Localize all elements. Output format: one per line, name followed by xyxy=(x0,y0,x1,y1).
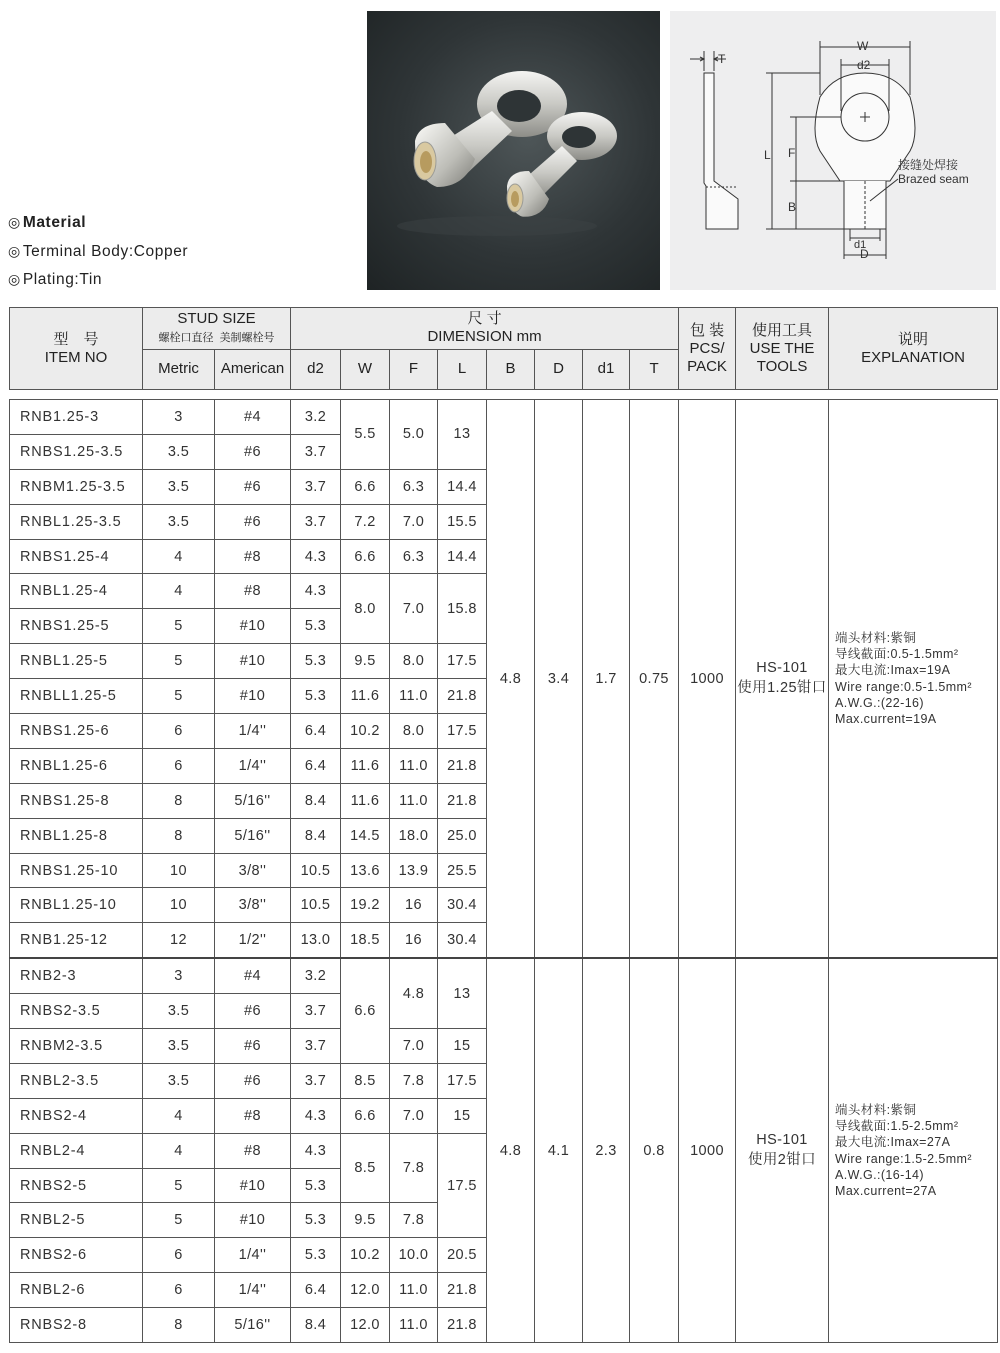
d2-dimension-label: d2 xyxy=(857,58,871,72)
w-cell: 6.6 xyxy=(341,539,390,574)
f-cell: 10.0 xyxy=(390,1238,438,1273)
american-cell: #6 xyxy=(215,434,291,469)
d2-cell: 3.2 xyxy=(291,958,341,993)
f-cell: 8.0 xyxy=(390,714,438,749)
table-row xyxy=(10,958,998,993)
f-cell: 11.0 xyxy=(390,1308,438,1343)
d2-cell: 4.3 xyxy=(291,1133,341,1168)
d2-cell: 3.7 xyxy=(291,434,341,469)
f-cell: 8.0 xyxy=(390,644,438,679)
t-header: T xyxy=(630,349,679,390)
l-dimension-label: L xyxy=(764,148,771,162)
item-no-cell: RNB1.25-12 xyxy=(10,923,143,958)
d2-cell: 8.4 xyxy=(291,1308,341,1343)
item-no-cell: RNBS2-6 xyxy=(10,1238,143,1273)
item-no-cell: RNBS2-5 xyxy=(10,1168,143,1203)
tool-cell xyxy=(736,400,829,959)
table-row xyxy=(10,400,998,435)
b-dimension-label: B xyxy=(788,200,797,214)
american-cell: #10 xyxy=(215,679,291,714)
explanation-line: 最大电流:Imax=27A xyxy=(835,1135,951,1150)
f-cell: 7.0 xyxy=(390,1098,438,1133)
metric-cell: 5 xyxy=(143,609,215,644)
american-cell: 5/16'' xyxy=(215,1308,291,1343)
front-view xyxy=(764,39,969,261)
f-cell: 11.0 xyxy=(390,748,438,783)
f-dimension-label: F xyxy=(788,146,796,160)
d2-cell: 3.7 xyxy=(291,469,341,504)
metric-cell: 4 xyxy=(143,1133,215,1168)
american-cell: 1/4'' xyxy=(215,714,291,749)
d1-cell: 2.3 xyxy=(583,958,630,1342)
american-cell: 5/16'' xyxy=(215,818,291,853)
w-cell: 6.6 xyxy=(341,1098,390,1133)
metric-cell: 3.5 xyxy=(143,434,215,469)
w-cell: 8.5 xyxy=(341,1063,390,1098)
f-cell: 6.3 xyxy=(390,469,438,504)
spec-table-body xyxy=(9,399,998,1343)
d2-cell: 10.5 xyxy=(291,888,341,923)
d2-cell: 5.3 xyxy=(291,644,341,679)
w-cell: 12.0 xyxy=(341,1308,390,1343)
american-cell: 1/4'' xyxy=(215,748,291,783)
stud-size-header: STUD SIZE 螺栓口直径 美制螺栓号 xyxy=(143,308,291,350)
metric-cell: 3.5 xyxy=(143,994,215,1029)
tool-label: 使用1.25钳口 xyxy=(737,680,827,697)
side-view xyxy=(690,51,738,229)
tool-cell xyxy=(736,958,829,1342)
d2-cell: 4.3 xyxy=(291,539,341,574)
item-no-cell: RNBS2-3.5 xyxy=(10,994,143,1029)
w-cell: 19.2 xyxy=(341,888,390,923)
metric-cell: 3 xyxy=(143,400,215,435)
metric-cell: 8 xyxy=(143,783,215,818)
d2-cell: 8.4 xyxy=(291,783,341,818)
w-cell: 11.6 xyxy=(341,748,390,783)
f-cell: 7.8 xyxy=(390,1063,438,1098)
american-cell: #8 xyxy=(215,1098,291,1133)
metric-cell: 3.5 xyxy=(143,1029,215,1064)
explanation-line: 导线截面:1.5-2.5mm² xyxy=(835,1119,959,1134)
d2-cell: 3.7 xyxy=(291,504,341,539)
d2-header: d2 xyxy=(291,349,341,390)
item-no-cell: RNBL1.25-5 xyxy=(10,644,143,679)
american-cell: #10 xyxy=(215,609,291,644)
dimension-header: 尺 寸 DIMENSION mm xyxy=(291,308,679,350)
l-cell: 15 xyxy=(438,1029,487,1064)
explanation-header: 说明 EXPLANATION xyxy=(829,308,998,390)
american-header: American xyxy=(215,349,291,390)
american-cell: 1/4'' xyxy=(215,1273,291,1308)
tool-label: HS-101 xyxy=(756,660,808,677)
explanation-line: Wire range:0.5-1.5mm² xyxy=(835,679,972,694)
f-cell: 7.8 xyxy=(390,1203,438,1238)
d1-cell: 1.7 xyxy=(583,400,630,959)
d2-cell: 5.3 xyxy=(291,679,341,714)
d2-cell: 8.4 xyxy=(291,818,341,853)
f-cell: 11.0 xyxy=(390,783,438,818)
b-header: B xyxy=(487,349,535,390)
w-cell: 11.6 xyxy=(341,679,390,714)
d1-header: d1 xyxy=(583,349,630,390)
product-photo xyxy=(367,11,660,290)
tool-label: HS-101 xyxy=(756,1132,808,1149)
explanation-line: 最大电流:Imax=19A xyxy=(835,663,951,678)
w-dimension-label: W xyxy=(857,39,869,53)
l-cell: 13 xyxy=(438,400,487,470)
d-header: D xyxy=(535,349,583,390)
d1-dimension-label: d1 xyxy=(854,239,867,251)
l-cell: 21.8 xyxy=(438,1308,487,1343)
l-cell: 15.5 xyxy=(438,504,487,539)
w-cell: 7.2 xyxy=(341,504,390,539)
f-cell: 11.0 xyxy=(390,1273,438,1308)
metric-cell: 3.5 xyxy=(143,469,215,504)
t-dimension-label: T xyxy=(718,52,726,66)
d2-cell: 6.4 xyxy=(291,748,341,783)
item-no-cell: RNBM1.25-3.5 xyxy=(10,469,143,504)
l-cell: 14.4 xyxy=(438,539,487,574)
f-header: F xyxy=(390,349,438,390)
w-cell: 14.5 xyxy=(341,818,390,853)
pack-cell: 1000 xyxy=(679,958,736,1342)
t-cell: 0.8 xyxy=(630,958,679,1342)
metric-cell: 6 xyxy=(143,748,215,783)
item-no-cell: RNBS1.25-4 xyxy=(10,539,143,574)
item-no-cell: RNB2-3 xyxy=(10,958,143,993)
l-cell: 14.4 xyxy=(438,469,487,504)
tool-label: 使用2钳口 xyxy=(747,1152,817,1169)
d-cell: 4.1 xyxy=(535,958,583,1342)
american-cell: 1/2'' xyxy=(215,923,291,958)
metric-cell: 4 xyxy=(143,1098,215,1133)
f-cell: 16 xyxy=(390,888,438,923)
w-cell: 9.5 xyxy=(341,1203,390,1238)
item-no-cell: RNBL1.25-6 xyxy=(10,748,143,783)
metric-cell: 4 xyxy=(143,574,215,609)
b-cell: 4.8 xyxy=(487,400,535,959)
f-cell: 7.0 xyxy=(390,1029,438,1064)
l-cell: 25.0 xyxy=(438,818,487,853)
metric-cell: 6 xyxy=(143,1238,215,1273)
item-no-header: 型 号 ITEM NO xyxy=(10,308,143,390)
american-cell: #8 xyxy=(215,1133,291,1168)
d2-cell: 5.3 xyxy=(291,1168,341,1203)
metric-cell: 10 xyxy=(143,853,215,888)
item-no-cell: RNBL2-3.5 xyxy=(10,1063,143,1098)
w-header: W xyxy=(341,349,390,390)
d2-cell: 5.3 xyxy=(291,609,341,644)
american-cell: 3/8'' xyxy=(215,888,291,923)
d2-cell: 3.7 xyxy=(291,1063,341,1098)
spec-table-header xyxy=(9,307,998,390)
american-cell: #10 xyxy=(215,644,291,679)
item-no-cell: RNBS1.25-8 xyxy=(10,783,143,818)
item-no-cell: RNBL1.25-3.5 xyxy=(10,504,143,539)
explanation-line: A.W.G.:(16-14) xyxy=(835,1167,924,1182)
metric-cell: 3 xyxy=(143,958,215,993)
explanation-line: Max.current=27A xyxy=(835,1184,937,1199)
metric-cell: 5 xyxy=(143,1168,215,1203)
item-no-cell: RNBS1.25-3.5 xyxy=(10,434,143,469)
l-cell: 15 xyxy=(438,1098,487,1133)
l-cell: 30.4 xyxy=(438,888,487,923)
item-no-cell: RNBL2-6 xyxy=(10,1273,143,1308)
w-cell: 18.5 xyxy=(341,923,390,958)
w-cell: 8.0 xyxy=(341,574,390,644)
d2-cell: 6.4 xyxy=(291,1273,341,1308)
explanation-cell xyxy=(829,400,998,959)
item-no-cell: RNB1.25-3 xyxy=(10,400,143,435)
terminal-dimension-drawing xyxy=(670,11,996,290)
d2-cell: 5.3 xyxy=(291,1203,341,1238)
material-body: ◎ Terminal Body:Copper xyxy=(8,243,189,260)
metric-cell: 5 xyxy=(143,1203,215,1238)
american-cell: 5/16'' xyxy=(215,783,291,818)
pack-header: 包 装 PCS/ PACK xyxy=(679,308,736,390)
pack-cell: 1000 xyxy=(679,400,736,959)
explanation-line: Max.current=19A xyxy=(835,712,937,727)
d2-cell: 10.5 xyxy=(291,853,341,888)
american-cell: #6 xyxy=(215,504,291,539)
w-cell: 6.6 xyxy=(341,958,390,1063)
d2-cell: 4.3 xyxy=(291,1098,341,1133)
w-cell: 11.6 xyxy=(341,783,390,818)
explanation-line: Wire range:1.5-2.5mm² xyxy=(835,1151,972,1166)
d2-cell: 3.7 xyxy=(291,1029,341,1064)
l-cell: 20.5 xyxy=(438,1238,487,1273)
circle-bullet-icon: ◎ xyxy=(8,243,21,259)
item-no-cell: RNBL2-5 xyxy=(10,1203,143,1238)
item-no-cell: RNBS1.25-10 xyxy=(10,853,143,888)
american-cell: #10 xyxy=(215,1168,291,1203)
f-cell: 6.3 xyxy=(390,539,438,574)
explanation-line: 导线截面:0.5-1.5mm² xyxy=(835,647,959,662)
f-cell: 11.0 xyxy=(390,679,438,714)
f-cell: 7.0 xyxy=(390,504,438,539)
metric-cell: 3.5 xyxy=(143,504,215,539)
b-cell: 4.8 xyxy=(487,958,535,1342)
dimension-diagram xyxy=(670,11,996,290)
l-cell: 17.5 xyxy=(438,1063,487,1098)
f-cell: 7.8 xyxy=(390,1133,438,1203)
metric-cell: 5 xyxy=(143,679,215,714)
t-cell: 0.75 xyxy=(630,400,679,959)
seam-note-cn: 接缝处焊接 xyxy=(898,158,959,172)
l-cell: 21.8 xyxy=(438,783,487,818)
american-cell: #10 xyxy=(215,1203,291,1238)
item-no-cell: RNBL1.25-10 xyxy=(10,888,143,923)
american-cell: #6 xyxy=(215,469,291,504)
d2-cell: 5.3 xyxy=(291,1238,341,1273)
item-no-cell: RNBLL1.25-5 xyxy=(10,679,143,714)
metric-cell: 8 xyxy=(143,1308,215,1343)
american-cell: #8 xyxy=(215,574,291,609)
l-cell: 21.8 xyxy=(438,1273,487,1308)
f-cell: 7.0 xyxy=(390,574,438,644)
american-cell: 1/4'' xyxy=(215,1238,291,1273)
metric-cell: 10 xyxy=(143,888,215,923)
american-cell: #6 xyxy=(215,994,291,1029)
metric-cell: 12 xyxy=(143,923,215,958)
f-cell: 5.0 xyxy=(390,400,438,470)
metric-cell: 4 xyxy=(143,539,215,574)
explanation-line: A.W.G.:(22-16) xyxy=(835,695,924,710)
w-cell: 9.5 xyxy=(341,644,390,679)
f-cell: 16 xyxy=(390,923,438,958)
item-no-cell: RNBS1.25-6 xyxy=(10,714,143,749)
f-cell: 4.8 xyxy=(390,958,438,1028)
d-dimension-label: D xyxy=(860,247,869,261)
item-no-cell: RNBL1.25-8 xyxy=(10,818,143,853)
l-cell: 21.8 xyxy=(438,748,487,783)
item-no-cell: RNBL1.25-4 xyxy=(10,574,143,609)
l-cell: 17.5 xyxy=(438,644,487,679)
material-heading: ◎ Material xyxy=(8,214,87,231)
metric-cell: 6 xyxy=(143,714,215,749)
item-no-cell: RNBS2-4 xyxy=(10,1098,143,1133)
item-no-cell: RNBS1.25-5 xyxy=(10,609,143,644)
w-cell: 5.5 xyxy=(341,400,390,470)
circle-bullet-icon: ◎ xyxy=(8,271,21,287)
tools-header: 使用工具 USE THE TOOLS xyxy=(736,308,829,390)
l-cell: 13 xyxy=(438,958,487,1028)
d2-cell: 6.4 xyxy=(291,714,341,749)
circle-bullet-icon: ◎ xyxy=(8,214,21,230)
american-cell: #6 xyxy=(215,1063,291,1098)
explanation-line: 端头材料:紫铜 xyxy=(835,630,917,645)
l-header: L xyxy=(438,349,487,390)
ring-terminal-photo-image xyxy=(367,11,660,290)
metric-cell: 5 xyxy=(143,644,215,679)
seam-note-en: Brazed seam xyxy=(898,172,969,186)
item-no-cell: RNBL2-4 xyxy=(10,1133,143,1168)
d2-cell: 4.3 xyxy=(291,574,341,609)
l-cell: 17.5 xyxy=(438,1133,487,1238)
w-cell: 13.6 xyxy=(341,853,390,888)
american-cell: #6 xyxy=(215,1029,291,1064)
american-cell: 3/8'' xyxy=(215,853,291,888)
l-cell: 15.8 xyxy=(438,574,487,644)
explanation-cell xyxy=(829,958,998,1342)
metric-cell: 3.5 xyxy=(143,1063,215,1098)
l-cell: 25.5 xyxy=(438,853,487,888)
material-plating: ◎ Plating:Tin xyxy=(8,271,103,288)
metric-header: Metric xyxy=(143,349,215,390)
metric-cell: 6 xyxy=(143,1273,215,1308)
f-cell: 18.0 xyxy=(390,818,438,853)
w-cell: 10.2 xyxy=(341,1238,390,1273)
l-cell: 30.4 xyxy=(438,923,487,958)
explanation-line: 端头材料:紫铜 xyxy=(835,1102,917,1117)
w-cell: 6.6 xyxy=(341,469,390,504)
item-no-cell: RNBM2-3.5 xyxy=(10,1029,143,1064)
american-cell: #4 xyxy=(215,400,291,435)
d-cell: 3.4 xyxy=(535,400,583,959)
d2-cell: 3.7 xyxy=(291,994,341,1029)
american-cell: #4 xyxy=(215,958,291,993)
d2-cell: 13.0 xyxy=(291,923,341,958)
metric-cell: 8 xyxy=(143,818,215,853)
w-cell: 8.5 xyxy=(341,1133,390,1203)
w-cell: 10.2 xyxy=(341,714,390,749)
w-cell: 12.0 xyxy=(341,1273,390,1308)
american-cell: #8 xyxy=(215,539,291,574)
l-cell: 21.8 xyxy=(438,679,487,714)
f-cell: 13.9 xyxy=(390,853,438,888)
l-cell: 17.5 xyxy=(438,714,487,749)
item-no-cell: RNBS2-8 xyxy=(10,1308,143,1343)
d2-cell: 3.2 xyxy=(291,400,341,435)
